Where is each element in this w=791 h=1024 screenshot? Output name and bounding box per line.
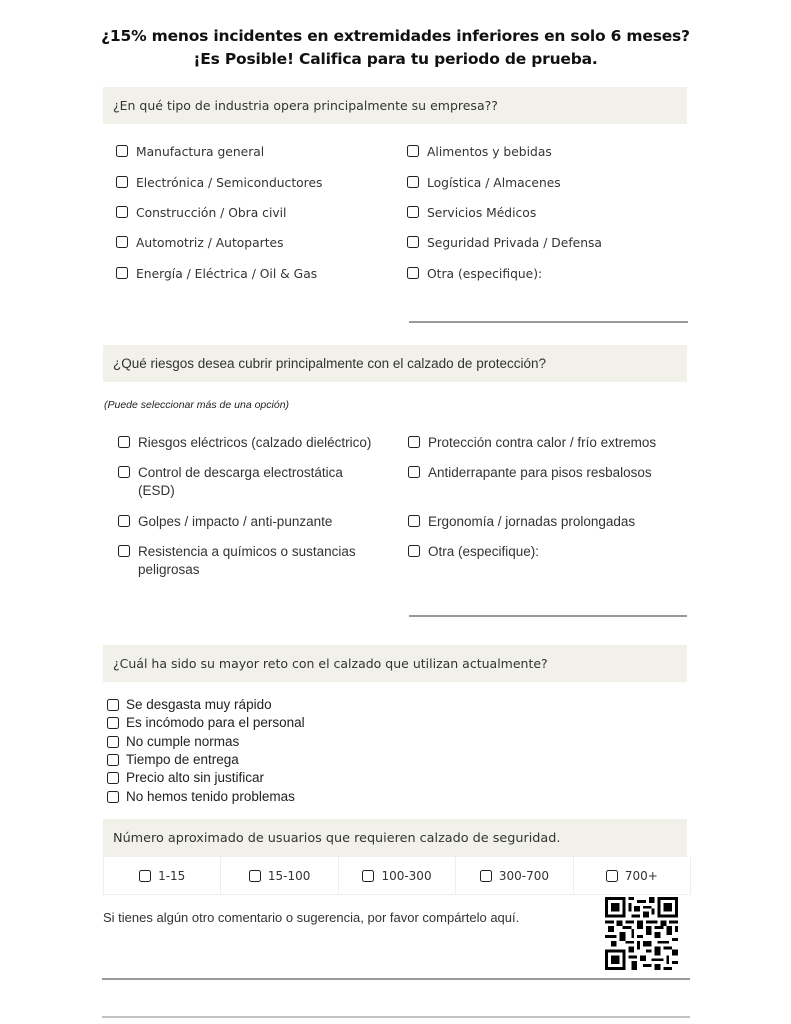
industry-option[interactable]	[116, 143, 264, 161]
industry-option[interactable]	[407, 143, 552, 161]
checkbox[interactable]	[408, 515, 420, 527]
subheadline: ¡Es Posible! Califica para tu periodo de prueba.	[193, 50, 598, 68]
option-label: Precio alto sin justificar	[126, 770, 265, 785]
checkbox[interactable]	[107, 717, 119, 729]
option-label: 15-100	[267, 868, 311, 883]
industry-option-other[interactable]	[407, 265, 542, 283]
checkbox[interactable]	[116, 206, 128, 218]
option-label: Construcción / Obra civil	[136, 206, 287, 220]
user-count-option[interactable]	[221, 857, 338, 894]
option-label: Protección contra calor / frío extremos	[428, 435, 657, 450]
industry-option[interactable]	[116, 234, 284, 252]
challenge-option[interactable]	[107, 714, 305, 731]
user-count-option[interactable]	[104, 857, 221, 894]
option-label: Tiempo de entrega	[126, 752, 239, 767]
user-count-options	[103, 857, 691, 895]
option-label: Manufactura general	[136, 145, 265, 159]
checkbox[interactable]	[407, 145, 419, 157]
option-label: Control de descarga electrostática (ESD)	[138, 465, 343, 498]
checkbox[interactable]	[407, 176, 419, 188]
checkbox[interactable]	[116, 267, 128, 279]
checkbox[interactable]	[118, 515, 130, 527]
comments-input-line-1[interactable]	[102, 978, 690, 980]
comments-input-line-2[interactable]	[102, 1016, 690, 1018]
risk-option[interactable]	[118, 513, 332, 531]
option-label: No hemos tenido problemas	[126, 789, 295, 804]
checkbox[interactable]	[107, 772, 119, 784]
user-count-option[interactable]	[574, 857, 690, 894]
option-label: Riesgos eléctricos (calzado dieléctrico)	[138, 435, 372, 450]
option-label: Seguridad Privada / Defensa	[427, 236, 602, 250]
option-label: Otra (especifique):	[428, 544, 540, 559]
comments-prompt: Si tienes algún otro comentario o sugerencia, por favor compártelo aquí.	[103, 910, 520, 925]
checkbox[interactable]	[139, 870, 151, 882]
challenge-option[interactable]	[107, 788, 295, 805]
checkbox[interactable]	[407, 206, 419, 218]
risk-option[interactable]	[118, 464, 388, 500]
other-risk-input-line[interactable]	[409, 615, 687, 617]
checkbox[interactable]	[362, 870, 374, 882]
qr-code-icon	[605, 897, 678, 970]
checkbox[interactable]	[407, 236, 419, 248]
checkbox[interactable]	[107, 736, 119, 748]
industry-option[interactable]	[116, 265, 317, 283]
risk-option-other[interactable]	[408, 543, 539, 561]
checkbox[interactable]	[118, 466, 130, 478]
challenge-option[interactable]	[107, 769, 264, 786]
option-label: Servicios Médicos	[427, 206, 537, 220]
checkbox[interactable]	[249, 870, 261, 882]
question-user-count: Número aproximado de usuarios que requieren calzado de seguridad.	[103, 819, 687, 857]
option-label: No cumple normas	[126, 734, 240, 749]
user-count-option[interactable]	[339, 857, 456, 894]
checkbox[interactable]	[116, 236, 128, 248]
option-label: Antiderrapante para pisos resbalosos	[428, 465, 652, 480]
industry-option[interactable]	[407, 174, 561, 192]
challenge-option[interactable]	[107, 733, 239, 750]
option-label: Es incómodo para el personal	[126, 715, 305, 730]
checkbox[interactable]	[107, 754, 119, 766]
checkbox[interactable]	[118, 436, 130, 448]
checkbox[interactable]	[107, 791, 119, 803]
industry-option[interactable]	[407, 204, 536, 222]
option-label: Otra (especifique):	[427, 267, 543, 281]
checkbox[interactable]	[107, 699, 119, 711]
checkbox[interactable]	[606, 870, 618, 882]
checkbox[interactable]	[408, 436, 420, 448]
challenge-option[interactable]	[107, 751, 239, 768]
checkbox[interactable]	[116, 176, 128, 188]
risk-option[interactable]	[118, 434, 371, 452]
option-label: 700+	[624, 868, 658, 883]
question-challenge: ¿Cuál ha sido su mayor reto con el calzado que utilizan actualmente?	[103, 645, 687, 682]
option-label: Automotriz / Autopartes	[136, 236, 284, 250]
checkbox[interactable]	[116, 145, 128, 157]
question-industry: ¿En qué tipo de industria opera principalmente su empresa??	[103, 87, 687, 124]
checkbox[interactable]	[407, 267, 419, 279]
industry-option[interactable]	[116, 174, 322, 192]
checkbox[interactable]	[408, 466, 420, 478]
risk-option[interactable]	[408, 513, 635, 531]
option-label: Electrónica / Semiconductores	[136, 176, 323, 190]
headline: ¿15% menos incidentes en extremidades inferiores en solo 6 meses?	[101, 27, 690, 45]
risk-option[interactable]	[408, 434, 656, 452]
risk-option[interactable]	[118, 543, 388, 579]
option-label: Alimentos y bebidas	[427, 145, 552, 159]
risk-option[interactable]	[408, 464, 652, 482]
option-label: Resistencia a químicos o sustancias peligrosas	[138, 544, 356, 577]
industry-option[interactable]	[116, 204, 286, 222]
checkbox[interactable]	[480, 870, 492, 882]
question-risks: ¿Qué riesgos desea cubrir principalmente con el calzado de protección?	[103, 345, 687, 382]
other-industry-input-line[interactable]	[409, 321, 688, 323]
challenge-option[interactable]	[107, 696, 272, 713]
option-label: Se desgasta muy rápido	[126, 697, 272, 712]
user-count-option[interactable]	[456, 857, 573, 894]
option-label: 100-300	[381, 868, 432, 883]
checkbox[interactable]	[118, 545, 130, 557]
option-label: Golpes / impacto / anti-punzante	[138, 514, 333, 529]
checkbox[interactable]	[408, 545, 420, 557]
option-label: Energía / Eléctrica / Oil & Gas	[136, 267, 318, 281]
industry-option[interactable]	[407, 234, 602, 252]
option-label: 1-15	[158, 868, 186, 883]
option-label: 300-700	[498, 868, 549, 883]
option-label: Logística / Almacenes	[427, 176, 561, 190]
multi-select-note: (Puede seleccionar más de una opción)	[104, 399, 290, 411]
option-label: Ergonomía / jornadas prolongadas	[428, 514, 636, 529]
